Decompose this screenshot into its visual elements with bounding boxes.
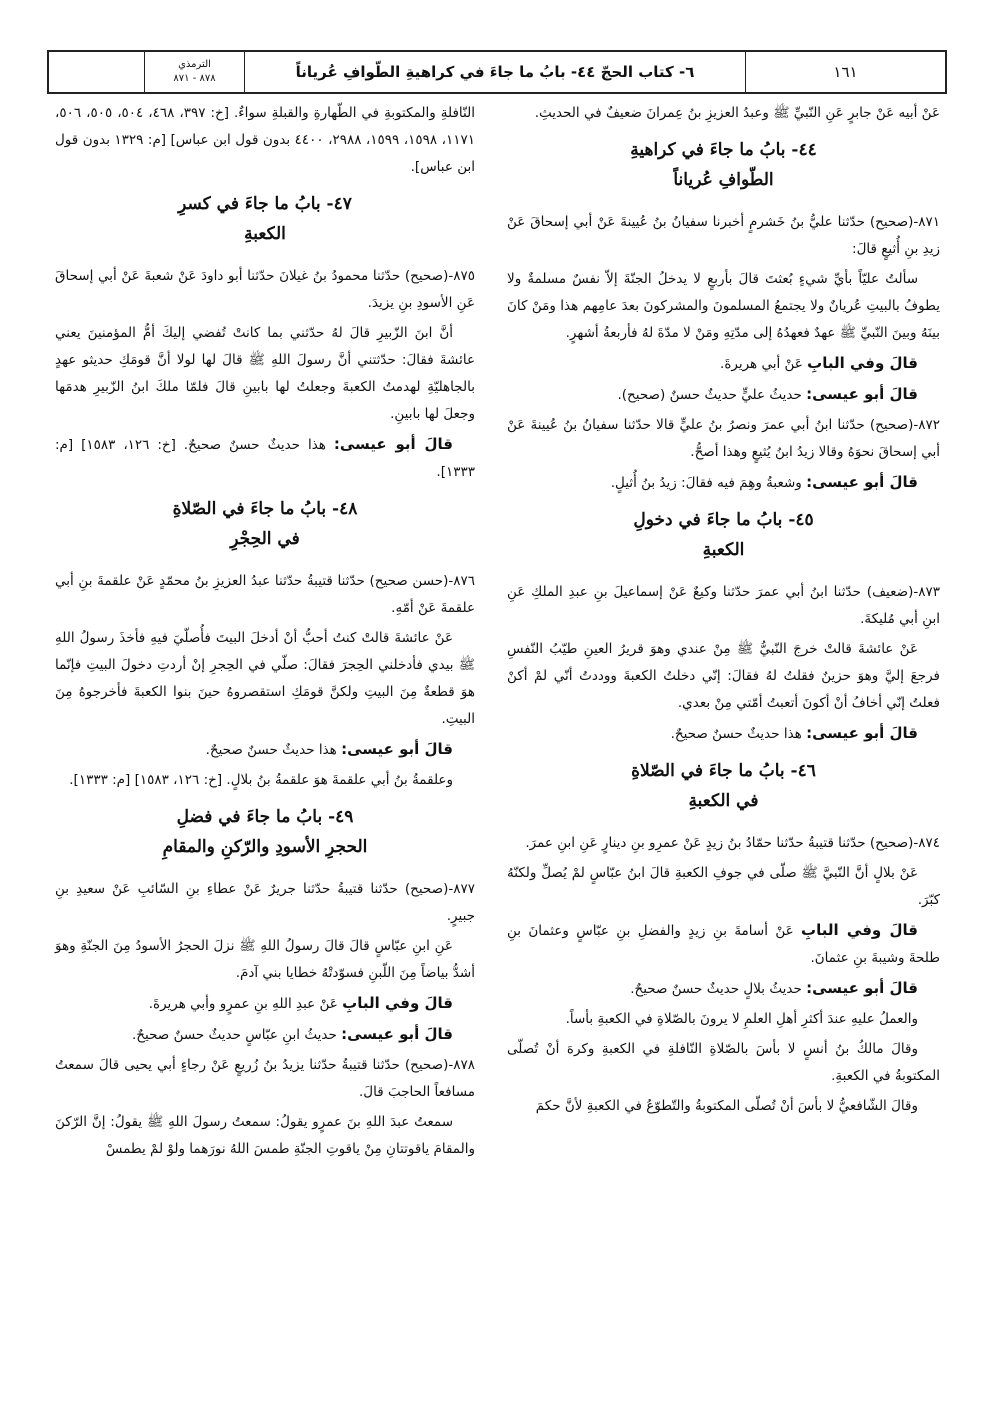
page-header: [47, 50, 947, 94]
commentary: [507, 350, 940, 378]
commentary-text: حديثُ ابنِ عبّاسٍ حديثٌ حسنٌ صحيحٌ.: [132, 1027, 337, 1043]
chapter-heading-49: [55, 802, 475, 862]
commentary-label: قالَ أبو عيسى:: [333, 435, 454, 453]
chapter-title-line: في الحِجْرِ: [230, 529, 300, 549]
commentary-text: عَنْ أبي هريرةَ.: [720, 356, 803, 372]
commentary: [507, 469, 940, 497]
chapter-title-line: الحجرِ الأسودِ والرّكنِ والمقامِ: [162, 837, 368, 857]
chapter-title-line: الكعبةِ: [702, 540, 745, 560]
hadith-871-isnad: ٨٧١-(صحيح) حدّثنا عليُّ بنُ خَشرمٍ أخبرنا سفيانُ بنُ عُيينةَ عَنْ أبي إسحاقَ عَنْ زيدِ بنِ أُثيعٍ قالَ:: [507, 214, 940, 257]
header-empty-cell: [49, 52, 144, 92]
hadith-878-matn: سمعتُ عبدَ اللهِ بنَ عمرٍو يقولُ: سمعتُ رسولَ اللهِ ﷺ يقولُ: إنَّ الرّكنَ والمقامَ ياقوتتانِ مِنْ ياقوتِ الجنّةِ طمسَ اللهُ نورَهما ولوْ لمْ يطمسْ: [55, 1114, 475, 1157]
commentary-label: قالَ أبو عيسى:: [806, 473, 918, 491]
hadith-876-isnad: ٨٧٦-(حسن صحيح) حدّثنا قتيبةُ حدّثنا عبدُ العزيزِ بنُ محمّدٍ عَنْ علقمةَ بنِ أبي علقمةَ عَنْ أمّهِ.: [55, 573, 475, 616]
commentary-label: قالَ أبو عيسى:: [341, 740, 453, 758]
commentary-label: قالَ أبو عيسى:: [806, 385, 918, 403]
chapter-title-line: ٤٩- بابُ ما جاءَ في فضلِ: [176, 807, 354, 827]
commentary: [55, 1021, 475, 1049]
hadith-873-matn: عَنْ عائشةَ قالتْ خرجَ النّبيُّ ﷺ مِنْ عندي وهوَ قريرُ العينِ طيّبُ النّفسِ فرجعَ إليَّ وهوَ حزينٌ فقلتُ لهُ فقالَ: إنّي دخلتُ الكعبةَ ووددتُ أنّي لمْ أكنْ فعلتُ إنّي أخافُ أنْ أكونَ أتعبتُ أمّتي مِنْ بعدي.: [507, 641, 940, 711]
book-label: [144, 52, 244, 92]
commentary-label: قالَ أبو عيسى:: [341, 1025, 453, 1043]
commentary-text: هذا حديثٌ حسنٌ صحيحٌ.: [205, 742, 337, 758]
chapter-heading-44: [507, 135, 940, 195]
hadith-875-isnad: ٨٧٥-(صحيح) حدّثنا محمودُ بنُ غيلانَ حدّثنا أبو داودَ عَنْ شعبةَ عَنْ أبي إسحاقَ عَنِ الأسودِ بنِ يزيدَ.: [55, 268, 475, 311]
running-title: ٦- كتاب الحجّ ٤٤- بابُ ما جاءَ في كراهيةِ الطّوافِ عُرياناً: [244, 52, 745, 92]
right-column: [507, 100, 940, 1123]
commentary-label: قالَ أبو عيسى:: [806, 724, 918, 742]
commentary: [507, 720, 940, 748]
hadith-871-matn: سألتُ عليّاً بأيِّ شيءٍ بُعثتَ قالَ بأربعٍ لا يدخلُ الجنّةَ إلاّ نفسٌ مسلمةٌ ولا يطوفُ بالبيتِ عُريانٌ ولا يجتمعُ المسلمونَ والمشركونَ بعدَ عامِهم هذا ومَنْ كانَ بينَهُ وبينَ النّبيِّ ﷺ عهدٌ فعهدُهُ إلى مدّتِهِ ومَنْ لا مدّةَ لهُ فأربعةُ أشهرٍ.: [507, 271, 940, 341]
commentary-text: هذا حديثٌ حسنٌ صحيحٌ. [خ: ١٢٦، ١٥٨٣] [م: ١٣٣٣].: [55, 437, 475, 480]
commentary: [55, 736, 475, 764]
chapter-heading-48: [55, 494, 475, 554]
chapter-heading-45: [507, 505, 940, 565]
hadith-875-matn: أنَّ ابنَ الزّبيرِ قالَ لهُ حدّثني بما كانتْ تُفضي إليكَ أمُّ المؤمنينَ يعني عائشةَ فقالَ: حدّثتني أنَّ رسولَ اللهِ ﷺ قالَ لها لولا أنَّ قومَكِ حديثو عهدٍ بالجاهليّةِ لهدمتُ الكعبةَ وجعلتُ لها بابينِ قالَ فلمّا ملكَ ابنُ الزّبيرِ هدمَها وجعلَ لها بابينِ.: [55, 325, 475, 422]
chapter-title-line: ٤٦- بابُ ما جاءَ في الصّلاةِ: [631, 761, 816, 781]
chapter-title-line: ٤٥- بابُ ما جاءَ في دخولِ: [633, 510, 814, 530]
left-column: [55, 100, 475, 1166]
hadith-877-matn: عَنِ ابنِ عبّاسٍ قالَ قالَ رسولُ اللهِ ﷺ نزلَ الحجرُ الأسودُ مِنَ الجنّةِ وهوَ أشدُّ بياضاً مِنَ اللّبنِ فسوّدتْهُ خطايا بني آدمَ.: [55, 938, 475, 981]
hadith-873-isnad: ٨٧٣-(ضعيف) حدّثنا ابنُ أبي عمرَ حدّثنا وكيعٌ عَنْ إسماعيلَ بنِ عبدِ الملكِ عَنِ ابنِ أبي مُليكةَ.: [507, 584, 940, 627]
chapter-title-line: ٤٨- بابُ ما جاءَ في الصّلاةِ: [172, 499, 358, 519]
chapter-title-line: الكعبةِ: [244, 224, 286, 244]
commentary-label: قالَ وفي البابِ: [342, 994, 453, 1012]
hadith-872: ٨٧٢-(صحيح) حدّثنا ابنُ أبي عمرَ ونصرُ بنُ عليٍّ قالا حدّثنا سفيانُ بنُ عُيينةَ عَنْ أبي إسحاقَ نحوَهُ وقالا زيدُ ابنُ يُثيعٍ وهذا أصحُّ.: [507, 417, 940, 460]
hadith-877-isnad: ٨٧٧-(صحيح) حدّثنا قتيبةُ حدّثنا جريرٌ عَنْ عطاءِ بنِ السّائبِ عَنْ سعيدِ بنِ جبيرٍ.: [55, 881, 475, 924]
commentary-text: وشعبةُ وهِمَ فيه فقالَ: زيدُ بنُ أُثيلٍ.: [610, 475, 802, 491]
hadith-878-isnad: ٨٧٨-(صحيح) حدّثنا قتيبةُ حدّثنا يزيدُ بنُ زُريعٍ عَنْ رجاءٍ أبي يحيى قالَ سمعتُ مسافعاً الحاجبَ قالَ.: [55, 1057, 475, 1100]
commentary: [55, 431, 475, 486]
commentary: [55, 990, 475, 1018]
page-number: ١٦١: [745, 52, 945, 92]
commentary-text: حديثُ عليٍّ حديثٌ حسنٌ (صحيح).: [617, 387, 802, 403]
paragraph: والعملُ عليهِ عندَ أكثرِ أهلِ العلمِ لا يرونَ بالصّلاةِ في الكعبةِ بأساً.: [565, 1011, 918, 1027]
commentary: [507, 975, 940, 1003]
commentary-text: عَنْ أسامةَ بنِ زيدٍ والفضلِ بنِ عبّاسٍ وعثمانَ بنِ طلحةَ وشيبةَ بنِ عثمانَ.: [507, 923, 940, 966]
hadith-874-matn: عَنْ بلالٍ أنَّ النّبيَّ ﷺ صلّى في جوفِ الكعبةِ قالَ ابنُ عبّاسٍ لمْ يُصلِّ ولكنّهُ كبّرَ.: [507, 865, 940, 908]
hadith-874-isnad: ٨٧٤-(صحيح) حدّثنا قتيبةُ حدّثنا حمّادُ بنُ زيدٍ عَنْ عمرِو بنِ دينارٍ عَنِ ابنِ عمرَ.: [525, 835, 940, 851]
text-continuation: النّافلةِ والمكتوبةِ في الطّهارةِ والقبلةِ سواءٌ. [خ: ٣٩٧، ٤٦٨، ٥٠٤، ٥٠٥، ٥٠٦، ١١٧١، ١٥٩٨، ١٥٩٩، ٢٩٨٨، ٤٤٠٠ بدون قول ابن عباس] [م: ١٣٢٩ بدون قول ابن عباس].: [55, 105, 475, 175]
chapter-title-line: ٤٧- بابُ ما جاءَ في كسرِ: [178, 194, 352, 214]
paragraph: وقالَ مالكُ بنُ أنسٍ لا بأسَ بالصّلاةِ النّافلةِ في الكعبةِ وكرهَ أنْ تُصلّى المكتوبةُ في الكعبةِ.: [507, 1041, 940, 1084]
text-continuation: عَنْ أبيه عَنْ جابرٍ عَنِ النّبيِّ ﷺ وعبدُ العزيزِ بنُ عِمرانَ ضعيفٌ في الحديثِ.: [534, 105, 940, 121]
commentary-text: حديثُ بلالٍ حديثٌ حسنٌ صحيحٌ.: [630, 981, 802, 997]
hadith-876-matn: عَنْ عائشةَ قالتْ كنتُ أحبُّ أنْ أدخلَ البيتَ فأُصلّيَ فيهِ فأخذَ رسولُ اللهِ ﷺ بيدي فأدخلني الحِجرَ فقالَ: صلّي في الحِجرِ إنْ أردتِ دخولَ البيتِ فإنّما هوَ قطعةٌ مِنَ البيتِ ولكنَّ قومَكِ استقصروهُ حينَ بنوا الكعبةَ فأخرجوهُ مِنَ البيتِ.: [55, 630, 475, 727]
commentary-label: قالَ أبو عيسى:: [806, 979, 918, 997]
chapter-heading-46: [507, 756, 940, 816]
paragraph: وقالَ الشّافعيُّ لا بأسَ أنْ تُصلّى المكتوبةُ والتّطوّعُ في الكعبةِ لأنَّ حكمَ: [535, 1098, 918, 1114]
commentary-text: عَنْ عبدِ اللهِ بنِ عمرٍو وأبي هريرةَ.: [148, 996, 338, 1012]
commentary-label: قالَ وفي البابِ: [801, 921, 918, 939]
chapter-title-line: ٤٤- بابُ ما جاءَ في كراهيةِ: [630, 140, 817, 160]
hadith-range: ٨٧٨ - ٨٧١: [173, 73, 216, 84]
chapter-heading-47: [55, 189, 475, 249]
chapter-title-line: الطّوافِ عُرياناً: [673, 170, 774, 190]
commentary-text: هذا حديثٌ حسنٌ صحيحٌ.: [670, 726, 802, 742]
commentary: [507, 917, 940, 972]
chapter-title-line: في الكعبةِ: [688, 791, 759, 811]
commentary-label: قالَ وفي البابِ: [807, 354, 918, 372]
commentary: [507, 381, 940, 409]
book-name: الترمذي: [178, 59, 211, 70]
paragraph: وعلقمةُ بنُ أبي علقمةَ هوَ علقمةُ بنُ بلالٍ. [خ: ١٢٦، ١٥٨٣] [م: ١٣٣٣].: [69, 772, 453, 788]
